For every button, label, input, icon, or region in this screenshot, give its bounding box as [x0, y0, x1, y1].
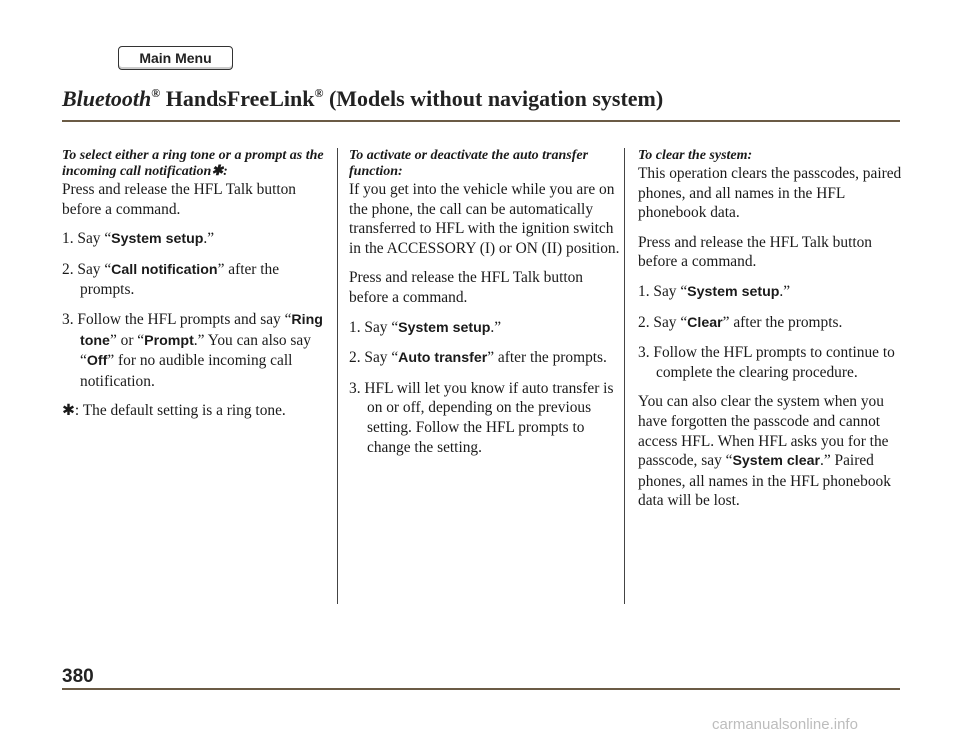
watermark: carmanualsonline.info: [712, 716, 858, 733]
footnote: ✱: The default setting is a ring tone.: [62, 402, 286, 420]
title-models: (Models without navigation system): [323, 86, 664, 111]
step-text: ” or “: [109, 331, 145, 349]
page-number: 380: [62, 666, 94, 687]
voice-command: Ring tone: [80, 311, 323, 349]
step-text: ” after the prompts.: [487, 349, 607, 367]
step-2: [62, 260, 332, 300]
column-auto-transfer: [349, 148, 621, 467]
column-divider: [337, 148, 338, 604]
step-text: 2. Say “: [638, 313, 688, 331]
page-title: [62, 86, 898, 112]
step-text: .”: [779, 282, 791, 300]
header-rule: [62, 120, 900, 122]
step-text: .” Paired phones, all names in the HFL phonebook data will be lost.: [638, 452, 891, 510]
closing-text: [638, 392, 908, 511]
step-text: You can also clear the system when you have forgotten the passcode and cannot access HFL. When HFL asks you for the passcode, say “: [638, 393, 889, 470]
step-text: .”: [203, 230, 215, 248]
section-heading: To activate or deactivate the auto transfer function:: [349, 148, 589, 179]
instruction-text: Press and release the HFL Talk button before a command.: [349, 269, 584, 306]
step-3: 3. Follow the HFL prompts to continue to complete the clearing procedure.: [638, 344, 895, 381]
main-menu-button[interactable]: Main Menu: [118, 46, 233, 70]
voice-command: System setup: [687, 283, 780, 300]
title-reg-mark-2: ®: [314, 86, 324, 100]
step-text: .” You can also say “: [80, 331, 311, 370]
step-text: .”: [490, 318, 502, 336]
column-clear-system: [638, 148, 908, 521]
step-text: ” after the prompts.: [80, 260, 280, 299]
step-3: [62, 310, 332, 391]
step-text: 3. Follow the HFL prompts and say “: [62, 310, 292, 328]
voice-command: Off: [86, 353, 108, 370]
description-text: This operation clears the passcodes, paired phones, and all names in the HFL phonebook data.: [638, 165, 902, 222]
section-heading: To select either a ring tone or a prompt as the incoming call notification✱:: [62, 148, 324, 179]
step-1: [62, 229, 332, 250]
voice-command: System clear: [732, 453, 821, 470]
column-ring-tone: [62, 148, 332, 431]
instruction-text: Press and release the HFL Talk button before a command.: [62, 181, 297, 218]
step-text: 1. Say “: [62, 230, 112, 248]
step-2: [349, 348, 621, 369]
step-text: ” for no audible incoming call notification.: [80, 352, 293, 390]
step-text: 1. Say “: [349, 318, 399, 336]
step-1: [638, 282, 908, 303]
voice-command: Prompt: [144, 332, 194, 349]
voice-command: Auto transfer: [398, 350, 488, 367]
step-text: 1. Say “: [638, 282, 688, 300]
title-reg-mark: ®: [151, 86, 161, 100]
voice-command: Clear: [687, 314, 723, 331]
voice-command: Call notification: [111, 261, 218, 278]
voice-command: System setup: [111, 231, 204, 248]
description-text: If you get into the vehicle while you are on the phone, the call can be automatically transferred to HFL with the ignition switch in the ACCESSORY (I) or ON (II) position.: [349, 181, 620, 257]
step-3: 3. HFL will let you know if auto transfer is on or off, depending on the previous setting. Follow the HFL prompts to change the setting.: [349, 379, 614, 456]
step-text: 2. Say “: [62, 260, 112, 278]
step-text: 2. Say “: [349, 349, 399, 367]
footer-rule: [62, 688, 900, 690]
section-heading: To clear the system:: [638, 148, 753, 163]
column-divider: [624, 148, 625, 604]
voice-command: System setup: [398, 319, 491, 336]
step-1: [349, 318, 621, 339]
title-bluetooth: Bluetooth: [62, 86, 152, 111]
step-2: [638, 313, 908, 334]
step-text: ” after the prompts.: [722, 313, 843, 331]
title-handsfreelink: HandsFreeLink: [160, 86, 315, 111]
instruction-text: Press and release the HFL Talk button before a command.: [638, 233, 873, 271]
